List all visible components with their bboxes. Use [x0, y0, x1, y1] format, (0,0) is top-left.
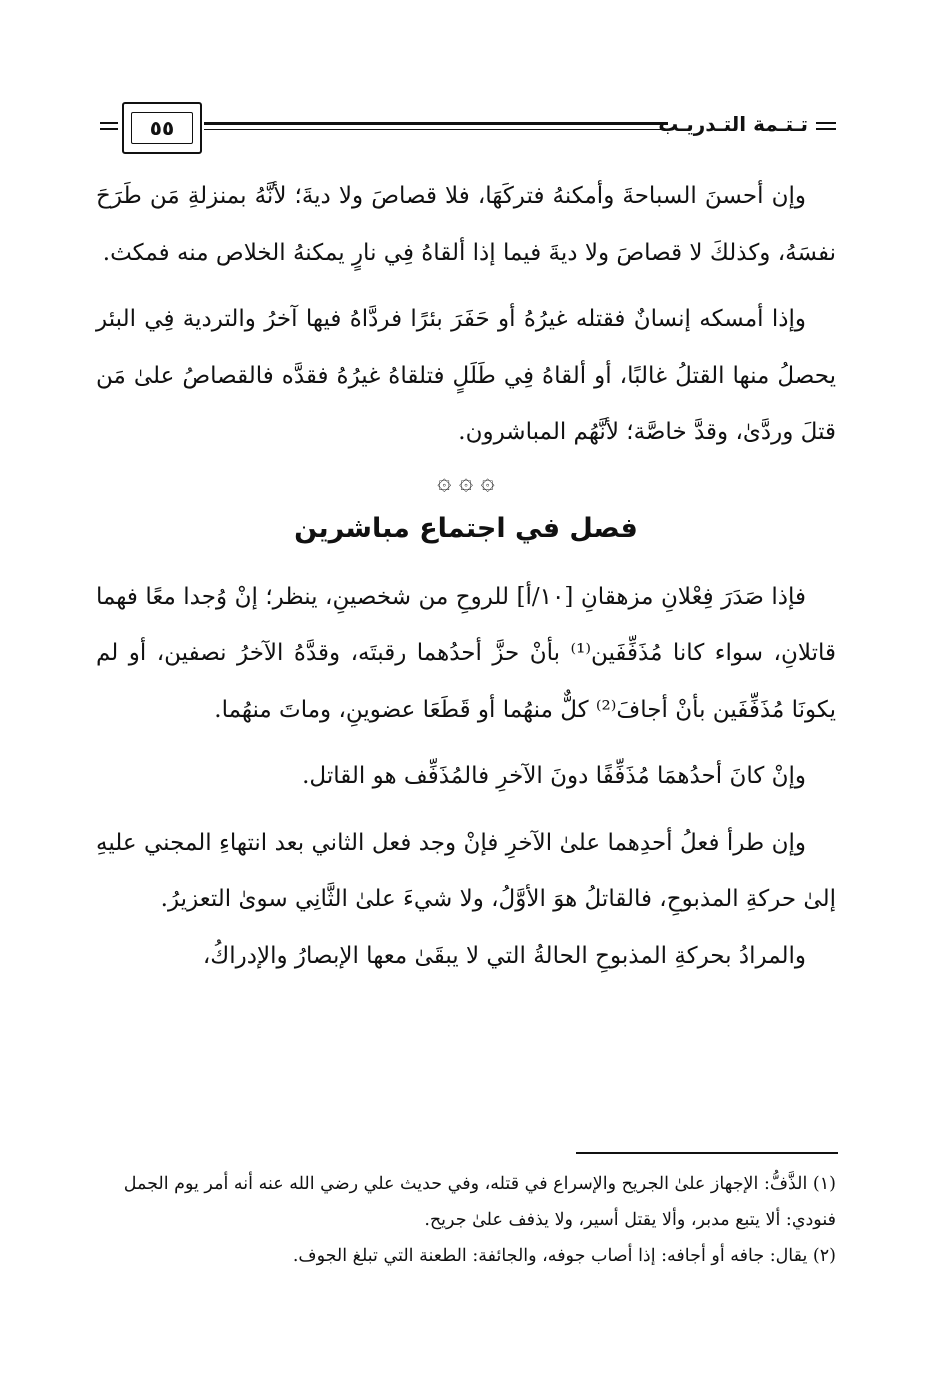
header-dash-left [100, 122, 118, 130]
footnote-2: (٢) يقال: جافه أو أجافه: إذا أصاب جوفه، والجائفة: الطعنة التي تبلغ الجوف. [292, 1246, 836, 1266]
main-text [96, 168, 836, 984]
paragraph-5: وإن طرأ فعلُ أحدِهما علىٰ الآخرِ فإنْ وجد فعل الثاني بعد انتهاءِ المجني عليهِ إلىٰ حركةِ المذبوحِ، فالقاتلُ هوَ الأوَّلُ، ولا شيءَ علىٰ الثَّانِي سوىٰ التعزيرُ. [96, 829, 836, 912]
paragraph-3: فإذا صَدَرَ فِعْلانِ مزهقانِ [١٠/أ] للروحِ من شخصينِ، ينظر؛ إنْ وُجدا معًا فهما قاتلانِ، سواء كانا مُذَفِّفَين⁽¹⁾ بأنْ حزَّ أحدُهما رقبتَه، وقدَّهُ الآخرُ نصفين، أو لم يكونَا مُذَفِّفَين بأنْ أجافَ⁽²⁾ كلٌّ منهُما أو قَطَعَا عضوينِ، وماتَ منهُما. [96, 583, 836, 723]
footnote-separator [576, 1152, 838, 1154]
section-title: فصل في اجتماع مباشرين [294, 512, 638, 544]
header-rule [204, 122, 668, 130]
paragraph-6: والمرادُ بحركةِ المذبوحِ الحالةُ التي لا يبقَىٰ معها الإبصارُ والإدراكُ، [202, 942, 806, 969]
page-number: ٥٥ [131, 112, 193, 144]
section-ornaments: ۞ ۞ ۞ [437, 466, 495, 495]
footnote-1: (١) الذَّفُّ: الإجهاز علىٰ الجريح والإسراع في قتله، وفي حديث علي رضي الله عنه أنه أمر يوم الجمل فنودي: ألا يتبع مدبر، وألا يقتل أسير، ولا يذفف علىٰ جريح. [123, 1174, 836, 1230]
paragraph-4: وإنْ كانَ أحدُهمَا مُذَفِّفًا دونَ الآخرِ فالمُذَفِّف هو القاتل. [302, 763, 806, 789]
page-number-frame [122, 102, 202, 154]
running-title: تـتـمة التـدريـب [658, 112, 808, 136]
paragraph-1: وإن أحسنَ السباحةَ وأمكنهُ فتركَهَا، فلا قصاصَ ولا ديةَ؛ لأنَّهُ بمنزلةِ مَن طَرَحَ نفسَهُ، وكذلكَ لا قصاصَ ولا ديةَ فيما إذا ألقاهُ فِي نارٍ يمكنهُ الخلاص منه فمكث. [96, 183, 836, 266]
running-header [96, 96, 836, 162]
footnotes [96, 1166, 836, 1274]
paragraph-2: وإذا أمسكه إنسانٌ فقتله غيرُهُ أو حَفَرَ بئرًا فردَّاهُ فيها آخرُ والتردية فِي البئر يحصلُ منها القتلُ غالبًا، أو ألقاهُ فِي طَلَلٍ فتلقاهُ غيرُهُ فقدَّه فالقصاصُ علىٰ مَن قتلَ وردَّىٰ، وقدَّ خاصَّة؛ لأنَّهُم المباشرون. [96, 306, 836, 445]
header-dash-right [816, 122, 836, 130]
